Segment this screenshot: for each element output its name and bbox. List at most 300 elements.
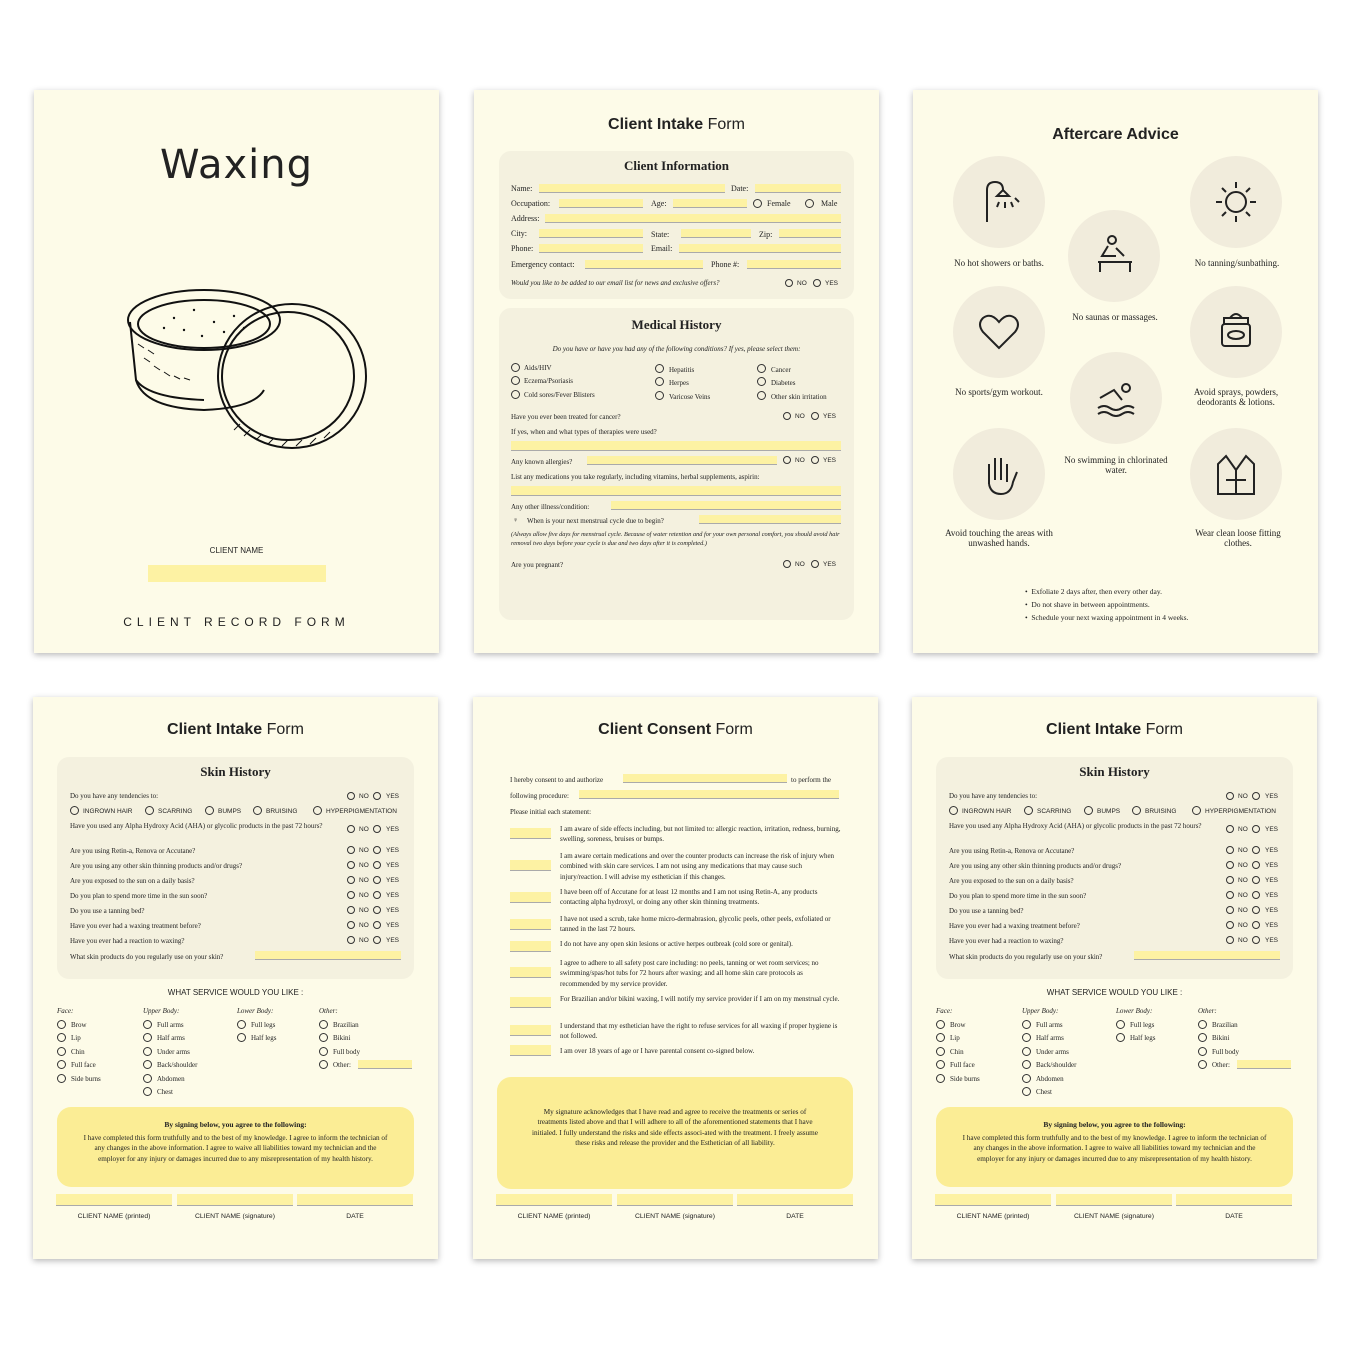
service-radio[interactable] (1198, 1060, 1207, 1069)
products-field[interactable] (1134, 951, 1280, 960)
no-radio[interactable] (1226, 906, 1234, 914)
provider-field[interactable] (623, 774, 787, 783)
signature-field[interactable] (56, 1194, 172, 1206)
no-radio[interactable] (347, 846, 355, 854)
zip-field[interactable] (779, 229, 841, 238)
signature-field[interactable] (297, 1194, 413, 1206)
aftercare-item: No hot showers or baths. (954, 258, 1044, 268)
initial-field[interactable] (510, 1025, 551, 1036)
service-radio[interactable] (237, 1033, 246, 1042)
allergies-yes-radio[interactable] (811, 456, 819, 464)
medications-field[interactable] (511, 486, 841, 496)
signature-field[interactable] (496, 1194, 612, 1206)
consent-title: Client Consent Form (598, 721, 753, 738)
consent-statement: I agree to adhere to all safety post care including: no peels, tanning or wet room services; no swimming/spas/hot tubs for 72 hours after waxing; and all home skin care protocols as recommended by my service provider. (560, 959, 819, 988)
allergies-field[interactable] (587, 456, 777, 465)
no-radio[interactable] (347, 906, 355, 914)
agreement-text: I have completed this form truthfully and to the best of my knowledge. I agree to inform the technician of any changes in the above information. I agree to waive all liabilities toward my technician and the employer for any injury or damages incurred due to any misrepresentation of my health history. (83, 1134, 388, 1163)
service-group-label: Other: (1198, 1007, 1217, 1015)
products-question: What skin products do you regularly use on your skin? (70, 953, 224, 961)
client-name-label: CLIENT NAME (209, 546, 264, 555)
no-radio[interactable] (347, 876, 355, 884)
service-radio[interactable] (143, 1047, 152, 1056)
service-label: Bikini (333, 1034, 351, 1043)
female-radio[interactable] (753, 199, 762, 208)
service-label: Chest (157, 1088, 173, 1096)
tendency-label: INGROWN HAIR (83, 808, 133, 815)
therapies-question: If yes, when and what types of therapies were used? (511, 428, 657, 436)
procedure-field[interactable] (579, 790, 839, 799)
agreement-box (936, 1107, 1293, 1187)
yes-label: YES (386, 892, 400, 899)
aftercare-page (913, 90, 1318, 653)
tendency-label: HYPERPIGMENTATION (1205, 808, 1276, 815)
signature-label: CLIENT NAME (printed) (956, 1213, 1030, 1220)
agreement-heading: By signing below, you agree to the following: (164, 1120, 307, 1129)
skin-question: Have you ever had a reaction to waxing? (949, 937, 1064, 945)
yes-label: YES (386, 877, 400, 884)
yes-label: YES (386, 937, 400, 944)
service-radio[interactable] (319, 1047, 328, 1056)
yes-radio[interactable] (373, 825, 381, 833)
service-radio[interactable] (1022, 1060, 1031, 1069)
service-heading: WHAT SERVICE WOULD YOU LIKE : (167, 988, 304, 997)
no-radio[interactable] (1226, 891, 1234, 899)
other-service-field[interactable] (358, 1060, 412, 1069)
products-field[interactable] (255, 951, 401, 960)
service-radio[interactable] (143, 1074, 152, 1083)
yes-label: YES (823, 457, 837, 464)
yes-label: YES (1265, 937, 1279, 944)
no-label: NO (1238, 847, 1248, 854)
service-label: Lip (71, 1034, 81, 1043)
skin-question: Have you ever had a waxing treatment before? (949, 922, 1080, 930)
signature-label: DATE (786, 1213, 804, 1220)
no-radio[interactable] (1226, 846, 1234, 854)
service-radio[interactable] (936, 1047, 945, 1056)
yes-radio[interactable] (373, 936, 381, 944)
date-field[interactable] (755, 184, 841, 193)
initial-field[interactable] (510, 1045, 551, 1056)
signature-label: CLIENT NAME (signature) (195, 1213, 275, 1220)
condition-radio[interactable] (511, 363, 520, 372)
no-label: NO (1238, 862, 1248, 869)
service-radio[interactable] (57, 1020, 66, 1029)
allergies-no-radio[interactable] (783, 456, 791, 464)
address-field[interactable] (545, 214, 841, 223)
yes-radio[interactable] (373, 846, 381, 854)
title-bold: Client Intake (1046, 721, 1142, 738)
service-radio[interactable] (143, 1020, 152, 1029)
condition-radio[interactable] (757, 377, 766, 386)
cancer-no-radio[interactable] (783, 412, 791, 420)
service-label: Half arms (1036, 1034, 1064, 1043)
consent-statement: For Brazilian and/or bikini waxing, I will notify my service provider if I am on my menstrual cycle. (560, 995, 840, 1003)
email-list-yes-radio[interactable] (813, 279, 821, 287)
male-radio[interactable] (805, 199, 814, 208)
service-radio[interactable] (319, 1060, 328, 1069)
signature-label: CLIENT NAME (signature) (1074, 1213, 1154, 1220)
no-radio[interactable] (347, 792, 355, 800)
service-radio[interactable] (1022, 1047, 1031, 1056)
no-label: NO (1238, 892, 1248, 899)
intake-page (474, 90, 879, 653)
condition-label: Cancer (771, 366, 791, 374)
service-heading: WHAT SERVICE WOULD YOU LIKE : (1046, 988, 1183, 997)
tendency-label: BRUISING (266, 808, 298, 815)
no-label: NO (795, 561, 805, 568)
intake-title (912, 721, 1317, 739)
initial-field[interactable] (510, 919, 551, 930)
initial-field[interactable] (510, 941, 551, 952)
yes-label: YES (386, 847, 400, 854)
intake-title (33, 721, 438, 739)
skin-history-page (912, 697, 1317, 1259)
service-group-label: Other: (319, 1007, 338, 1015)
service-radio[interactable] (57, 1033, 66, 1042)
no-label: NO (359, 862, 369, 869)
no-label: NO (795, 413, 805, 420)
illness-field[interactable] (611, 501, 841, 510)
tendency-label: INGROWN HAIR (962, 808, 1012, 815)
service-label: Full legs (1130, 1021, 1155, 1029)
yes-radio[interactable] (1252, 846, 1260, 854)
no-label: NO (359, 937, 369, 944)
signature-label: CLIENT NAME (signature) (635, 1213, 715, 1220)
tendency-radio[interactable] (1132, 806, 1141, 815)
therapies-field[interactable] (511, 441, 841, 451)
condition-radio[interactable] (511, 390, 520, 399)
agreement-heading: By signing below, you agree to the following: (1043, 1120, 1186, 1129)
yes-radio[interactable] (1252, 825, 1260, 833)
service-radio[interactable] (1116, 1033, 1125, 1042)
consent-line1a: I hereby consent to and authorize (510, 776, 604, 784)
aftercare-item: No tanning/sunbathing. (1194, 258, 1280, 268)
service-label: Full face (71, 1061, 96, 1070)
no-radio[interactable] (347, 921, 355, 929)
emergency-label: Emergency contact: (511, 260, 575, 269)
sun-icon (1190, 156, 1282, 248)
condition-label: Other skin irritation (771, 393, 827, 401)
skin-question: Have you ever had a reaction to waxing? (70, 937, 185, 945)
tendency-radio[interactable] (205, 806, 214, 815)
massage-icon (1068, 210, 1160, 302)
condition-radio[interactable] (655, 391, 664, 400)
skin-question: Are you using Retin-a, Renova or Accutane? (949, 847, 1075, 855)
service-group-label: Upper Body: (1022, 1007, 1059, 1015)
service-radio[interactable] (57, 1074, 66, 1083)
service-radio[interactable] (1022, 1074, 1031, 1083)
female-label: Female (767, 199, 791, 208)
city-field[interactable] (539, 229, 643, 238)
service-radio[interactable] (1116, 1020, 1125, 1029)
client-info-panel (499, 151, 854, 299)
state-field[interactable] (681, 229, 751, 238)
yes-radio[interactable] (1252, 861, 1260, 869)
signature-field[interactable] (617, 1194, 733, 1206)
age-label: Age: (651, 199, 667, 208)
condition-label: Eczema/Psoriasis (524, 377, 573, 385)
products-question: What skin products do you regularly use on your skin? (949, 953, 1103, 961)
swimming-icon (1070, 352, 1162, 444)
no-radio[interactable] (1226, 861, 1234, 869)
service-label: Other: (1212, 1061, 1230, 1070)
name-field[interactable] (539, 184, 725, 193)
other-service-field[interactable] (1237, 1060, 1291, 1069)
yes-label: YES (1265, 877, 1279, 884)
medical-history-panel (499, 308, 854, 620)
service-label: Bikini (1212, 1034, 1230, 1043)
shower-icon (953, 156, 1045, 248)
service-label: Half legs (1130, 1034, 1156, 1043)
cycle-note: (Always allow five days for menstrual cycle. Because of water retention and for your own personal comfort, you should avoid hair removal two days before your cycle is due and two days after it is completed.) (511, 531, 840, 547)
service-label: Back/shoulder (1036, 1061, 1077, 1070)
no-label: NO (359, 922, 369, 929)
signature-label: DATE (346, 1213, 364, 1220)
tendency-radio[interactable] (1024, 806, 1033, 815)
pregnant-yes-radio[interactable] (811, 560, 819, 568)
service-radio[interactable] (1198, 1047, 1207, 1056)
medications-question: List any medications you take regularly, including vitamins, herbal supplements, aspirin: (511, 473, 760, 481)
yes-radio[interactable] (1252, 921, 1260, 929)
consent-statement: I have been off of Accutane for at least 12 months and I am not using Retin-A, any products contacting alpha hydroxyl, or doing any other skin thinning treatments. (560, 888, 818, 907)
pregnant-no-radio[interactable] (783, 560, 791, 568)
tendency-radio[interactable] (145, 806, 154, 815)
acknowledge-text: My signature acknowledges that I have read and agree to receive the treatments or series of treatments listed above and that I will adhere to all of the aforementioned statements that I have initialed. I fully understand the risks and side effects associ-ated with the treatment. I freely assume these risks and release the provider and the Esthetician of all liability. (532, 1108, 818, 1147)
skin-question: Do you use a tanning bed? (70, 907, 145, 915)
no-radio[interactable] (1226, 792, 1234, 800)
tendency-radio[interactable] (1084, 806, 1093, 815)
service-radio[interactable] (57, 1047, 66, 1056)
service-radio[interactable] (143, 1060, 152, 1069)
service-label: Side burns (950, 1074, 980, 1083)
service-radio[interactable] (143, 1033, 152, 1042)
signature-field[interactable] (1056, 1194, 1172, 1206)
skin-question: Are you using any other skin thinning products and/or drugs? (949, 862, 1122, 870)
phone-field[interactable] (539, 244, 643, 253)
yes-radio[interactable] (1252, 792, 1260, 800)
service-radio[interactable] (936, 1020, 945, 1029)
no-radio[interactable] (347, 825, 355, 833)
signature-field[interactable] (935, 1194, 1051, 1206)
allergies-question: Any known allergies? (511, 458, 573, 466)
service-radio[interactable] (936, 1033, 945, 1042)
aftercare-item: Wear clean loose fitting clothes. (1195, 528, 1281, 548)
emergency-phone-field[interactable] (747, 260, 841, 269)
service-label: Back/shoulder (157, 1061, 198, 1070)
service-radio[interactable] (1022, 1087, 1031, 1096)
yes-radio[interactable] (373, 906, 381, 914)
condition-radio[interactable] (655, 377, 664, 386)
aftercare-item: No saunas or massages. (1072, 312, 1158, 322)
male-label: Male (821, 199, 838, 208)
tendency-radio[interactable] (313, 806, 322, 815)
no-radio[interactable] (1226, 876, 1234, 884)
tendency-label: HYPERPIGMENTATION (326, 808, 397, 815)
service-radio[interactable] (319, 1033, 328, 1042)
tendency-label: BRUISING (1145, 808, 1177, 815)
service-label: Under arms (157, 1047, 190, 1056)
initial-field[interactable] (510, 892, 551, 903)
condition-radio[interactable] (511, 376, 520, 385)
service-label: Chin (950, 1047, 964, 1056)
tendency-radio[interactable] (949, 806, 958, 815)
service-group-label: Lower Body: (237, 1007, 274, 1015)
yes-radio[interactable] (373, 861, 381, 869)
skin-history-panel (57, 757, 414, 979)
bullet-item: • Schedule your next waxing appointment in 4 weeks. (1025, 613, 1189, 622)
acknowledge-box (497, 1077, 853, 1189)
service-label: Abdomen (1036, 1074, 1064, 1083)
signature-field[interactable] (177, 1194, 293, 1206)
skin-history-heading: Skin History (200, 764, 271, 779)
service-radio[interactable] (57, 1060, 66, 1069)
service-label: Full body (333, 1047, 361, 1056)
phone-num-label: Phone #: (711, 260, 740, 269)
tendency-radio[interactable] (70, 806, 79, 815)
skin-history-page (33, 697, 438, 1259)
no-label: NO (1238, 793, 1248, 800)
no-radio[interactable] (347, 861, 355, 869)
wax-pot-illustration (124, 280, 374, 460)
yes-radio[interactable] (373, 876, 381, 884)
condition-radio[interactable] (757, 364, 766, 373)
email-label: Email: (651, 244, 673, 253)
service-radio[interactable] (319, 1020, 328, 1029)
initial-field[interactable] (510, 860, 551, 871)
yes-label: YES (825, 280, 839, 287)
signature-field[interactable] (1176, 1194, 1292, 1206)
no-radio[interactable] (347, 891, 355, 899)
service-label: Other: (333, 1061, 351, 1070)
email-list-question: Would you like to be added to our email list for news and exclusive offers? (511, 279, 720, 287)
tendencies-question: Do you have any tendencies to: (949, 792, 1038, 800)
yes-label: YES (386, 826, 400, 833)
bullet-item: • Do not shave in between appointments. (1025, 600, 1150, 609)
heart-icon (953, 286, 1045, 378)
no-label: NO (359, 847, 369, 854)
age-field[interactable] (673, 199, 747, 208)
yes-radio[interactable] (373, 891, 381, 899)
service-radio[interactable] (237, 1020, 246, 1029)
initial-field[interactable] (510, 828, 551, 839)
skin-question: Have you used any Alpha Hydroxy Acid (AHA) or glycolic products in the past 72 hours? (70, 822, 323, 830)
occupation-field[interactable] (559, 199, 643, 208)
skin-history-panel (936, 757, 1293, 979)
service-label: Brazilian (1212, 1021, 1238, 1029)
state-label: State: (651, 230, 670, 239)
tendency-label: BUMPS (1097, 808, 1121, 815)
email-list-no-radio[interactable] (785, 279, 793, 287)
tendency-label: SCARRING (1037, 808, 1072, 815)
hand-icon (953, 428, 1045, 520)
no-radio[interactable] (1226, 825, 1234, 833)
yes-radio[interactable] (373, 921, 381, 929)
yes-label: YES (1265, 793, 1279, 800)
service-label: Full face (950, 1061, 975, 1070)
service-radio[interactable] (1198, 1020, 1207, 1029)
address-label: Address: (511, 214, 540, 223)
illness-question: Any other illness/condition: (511, 503, 590, 511)
tendency-label: BUMPS (218, 808, 242, 815)
cancer-yes-radio[interactable] (811, 412, 819, 420)
no-radio[interactable] (347, 936, 355, 944)
yes-radio[interactable] (1252, 891, 1260, 899)
aftercare-item: Avoid touching the areas with unwashed hands. (945, 528, 1053, 548)
client-info-heading: Client Information (623, 158, 730, 173)
agreement-box (57, 1107, 414, 1187)
yes-radio[interactable] (373, 792, 381, 800)
service-radio[interactable] (1022, 1033, 1031, 1042)
yes-radio[interactable] (1252, 906, 1260, 914)
robe-icon (1190, 428, 1282, 520)
emergency-field[interactable] (585, 260, 703, 269)
service-label: Lip (950, 1034, 960, 1043)
service-label: Chin (71, 1047, 85, 1056)
no-label: NO (359, 907, 369, 914)
service-label: Brazilian (333, 1021, 359, 1029)
service-radio[interactable] (936, 1074, 945, 1083)
no-label: NO (1238, 937, 1248, 944)
service-group-label: Lower Body: (1116, 1007, 1153, 1015)
yes-label: YES (386, 793, 400, 800)
skin-question: Do you plan to spend more time in the sun soon? (70, 892, 208, 900)
cycle-question: When is your next menstrual cycle due to begin? (527, 517, 664, 525)
no-label: NO (1238, 826, 1248, 833)
zip-label: Zip: (759, 230, 773, 239)
aftercare-item: Avoid sprays, powders, deodorants & lotions. (1193, 387, 1279, 407)
female-icon: ♀ (513, 516, 519, 524)
condition-radio[interactable] (757, 391, 766, 400)
yes-radio[interactable] (1252, 876, 1260, 884)
condition-label: Cold sores/Fever Blisters (524, 391, 595, 399)
service-group-label: Face: (57, 1007, 74, 1015)
no-label: NO (1238, 877, 1248, 884)
service-label: Half arms (157, 1034, 185, 1043)
title-bold: Client Intake (167, 721, 263, 738)
initial-field[interactable] (510, 997, 551, 1008)
service-radio[interactable] (1022, 1020, 1031, 1029)
service-label: Brow (71, 1021, 87, 1029)
signature-field[interactable] (737, 1194, 853, 1206)
no-radio[interactable] (1226, 921, 1234, 929)
service-label: Chest (1036, 1088, 1052, 1096)
yes-radio[interactable] (1252, 936, 1260, 944)
initial-field[interactable] (510, 967, 551, 978)
no-radio[interactable] (1226, 936, 1234, 944)
service-label: Full legs (251, 1021, 276, 1029)
no-label: NO (359, 793, 369, 800)
tendency-radio[interactable] (253, 806, 262, 815)
email-field[interactable] (679, 244, 841, 253)
date-label: Date: (731, 184, 749, 193)
consent-statement: I have not used a scrub, take home micro-dermabrasion, glycolic peels, other peels, exfoliated or tanned in the last 72 hours. (560, 915, 831, 934)
cover-title: Waxing (159, 142, 314, 188)
client-name-field[interactable] (148, 565, 326, 582)
service-radio[interactable] (936, 1060, 945, 1069)
condition-radio[interactable] (655, 364, 664, 373)
consent-statement: I understand that my esthetician have the right to refuse services for all waxing if proper hygiene is not followed. (560, 1022, 838, 1041)
cycle-field[interactable] (699, 515, 841, 524)
pregnant-question: Are you pregnant? (511, 561, 564, 569)
yes-label: YES (1265, 862, 1279, 869)
agreement-text: I have completed this form truthfully and to the best of my knowledge. I agree to inform the technician of any changes in the above information. I agree to waive all liabilities toward my technician and the employer for any injury or damages incurred due to any misrepresentation of my health history. (962, 1134, 1267, 1163)
no-label: NO (1238, 922, 1248, 929)
tendency-radio[interactable] (1192, 806, 1201, 815)
service-radio[interactable] (143, 1087, 152, 1096)
service-radio[interactable] (1198, 1033, 1207, 1042)
skin-question: Do you plan to spend more time in the sun soon? (949, 892, 1087, 900)
